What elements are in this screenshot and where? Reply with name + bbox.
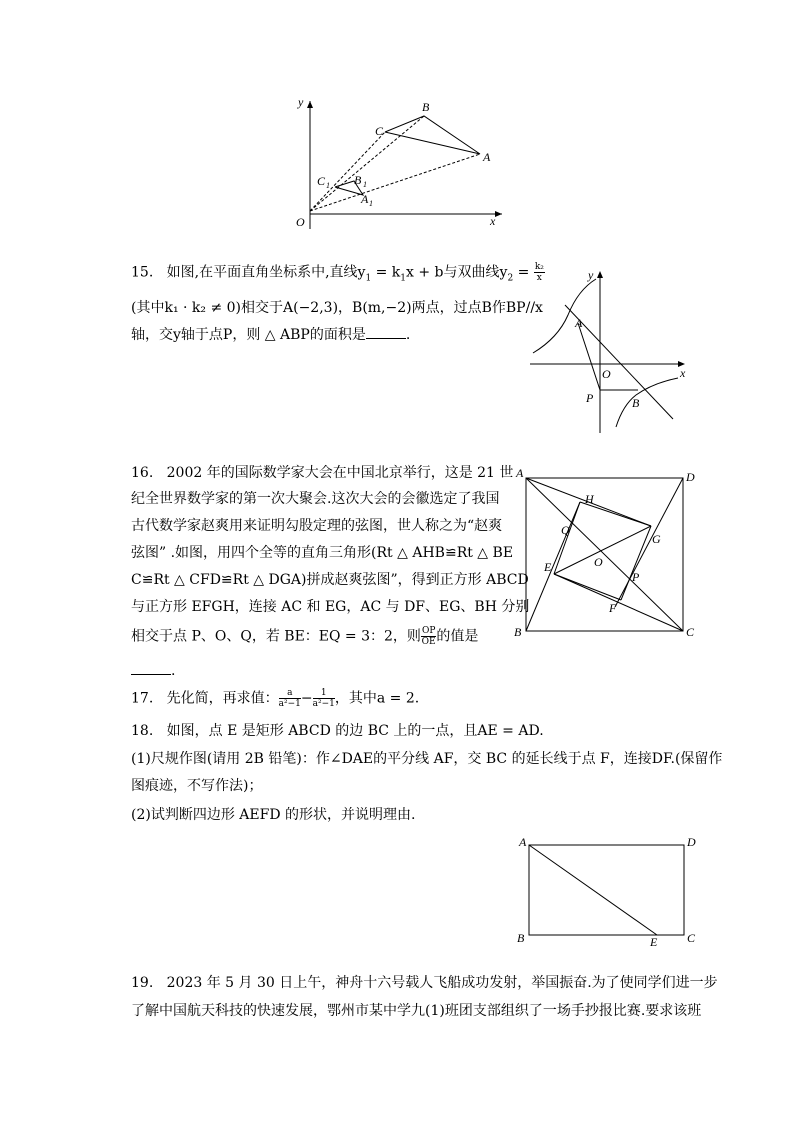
top-figure-C1-sub: 1 [326,181,330,190]
q18-number: 18. [131,723,154,739]
q15-sub2: 1 [400,273,407,284]
q18-line3: 图痕迹，不写作法)； [131,778,263,794]
q18-figure-B-label: B [517,931,525,945]
q15-line1-text: 如图,在平面直角坐标系中,直线y [166,264,366,281]
q15-figure-B-label: B [632,396,640,410]
q16-figure-B-label: B [514,625,522,639]
q16-figure-P-label: P [632,570,640,584]
top-figure [290,95,510,235]
q15-line3-end: . [405,327,411,343]
q18-figure-E-label: E [650,935,658,949]
q15-figure-A-label: A [575,316,583,330]
q16-line7 [131,626,478,647]
q16-frac-den: OE [421,637,436,647]
q16-line1-text: 2002 年的国际数学家大会在中国北京举行，这是 21 世 [166,465,514,481]
q18-figure [515,833,700,948]
q16-line7-end: 的值是 [436,628,479,645]
q15-line3-text: 轴，交y轴于点P，则 △ ABP的面积是 [131,327,366,343]
q17-fraction-2 [313,688,335,709]
q15-line3 [131,325,410,345]
q18-figure-D-label: D [687,835,696,849]
q16-figure-D-label: D [686,470,695,484]
q16-figure-C-label: C [686,625,695,639]
q16-line2: 纪全世界数学家的第一次大聚会.这次大会的会徽选定了我国 [131,491,500,507]
q16-figure-G-label: G [652,532,661,546]
q15-line1 [131,262,545,288]
q19-line1-text: 2023 年 5 月 30 日上午，神舟十六号载人飞船成功发射，举国振奋.为了使同学们进一步 [166,975,718,991]
q16-line7-text: 相交于点 P、O、Q，若 BE：EQ = 3：2，则 [131,628,421,645]
q16-line8-end: . [171,663,176,679]
q15-figure-x-label: x [680,366,686,380]
q16-figure-Q-label: Q [561,523,570,537]
top-figure-A-label: A [483,150,491,164]
q16-answer-blank[interactable] [131,662,171,675]
q15-frac-den: x [536,273,542,283]
q16-line6: 与正方形 EFGH，连接 AC 和 EG，AC 与 DF、EG、BH 分别 [131,599,530,615]
top-figure-B1-sub: 1 [363,180,367,189]
q16-line4: 弦图” .如图，用四个全等的直角三角形(Rt △ AHB≌Rt △ BE [131,545,514,561]
q18-figure-C-label: C [687,931,696,945]
q15-line1-eq: = [513,264,534,281]
q16-figure-F-label: F [609,601,617,615]
q17-text-pre: 先化简，再求值： [166,690,279,707]
top-figure-C-label: C [375,124,384,138]
q15-frac-num: k₂ [534,262,544,272]
q15-line1-mid2: x + b与双曲线y [406,264,508,281]
q18-figure-A-label: A [519,835,527,849]
q15-sub1: 1 [365,273,372,284]
q18-line4: (2)试判断四边形 AEFD 的形状，并说明理由. [131,807,416,823]
q17-text-post: ，其中a = 2. [334,690,420,707]
q18-line1-text: 如图，点 E 是矩形 ABCD 的边 BC 上的一点，且AE = AD. [166,723,544,739]
q16-fraction [421,626,436,647]
q16-line5: C≌Rt △ CFD≌Rt △ DGA)拼成赵爽弦图”，得到正方形 ABCD [131,572,529,588]
q16-line8 [131,661,175,681]
q19-number: 19. [131,975,154,991]
q17-f2-num: 1 [313,688,335,699]
q17-f2-den: a²−1 [312,699,335,709]
q18-line1 [131,721,544,741]
top-figure-O-label: O [296,215,305,229]
top-figure-C1-label: C [317,174,326,188]
q16-number: 16. [131,465,154,481]
q16-figure-A-label: A [516,466,524,480]
top-figure-B1-label: B [354,173,362,187]
q16-figure-O-label: O [594,555,603,569]
q16-figure-E-label: E [544,560,552,574]
top-figure-x-label: x [490,214,496,228]
q15-sub3: 2 [507,273,514,284]
top-figure-A1-sub: 1 [369,199,373,208]
q17-minus: − [300,690,313,707]
q19-line2: 了解中国航天科技的快速发展，鄂州市某中学九(1)班团支部组织了一场手抄报比赛.要求该班 [131,1003,702,1019]
q17-f1-num: a [279,688,301,699]
q16-frac-num: OP [421,626,436,636]
q17-line [131,688,419,709]
q15-line2: (其中k₁ · k₂ ≠ 0)相交于A(−2,3)，B(m,−2)两点，过点B作BP//x [131,300,543,316]
q15-answer-blank[interactable] [366,326,406,339]
q15-number: 15. [131,264,154,281]
q17-fraction-1 [279,688,301,709]
top-figure-y-label: y [298,95,304,109]
q17-number: 17. [131,690,154,707]
q18-line2: (1)尺规作图(请用 2B 铅笔)：作∠DAE的平分线 AF，交 BC 的延长线于点 F，连接DF.(保留作 [131,751,723,767]
q15-figure [528,265,698,435]
q16-figure-H-label: H [585,492,594,506]
q16-line1 [131,463,513,483]
top-figure-A1-label: A [361,192,369,206]
q16-line3: 古代数学家赵爽用来证明勾股定理的弦图，世人称之为“赵爽 [131,518,503,534]
q15-line1-mid: = k [371,264,401,281]
top-figure-B-label: B [422,100,430,114]
q15-figure-O-label: O [602,367,611,381]
q15-figure-P-label: P [586,391,594,405]
q17-f1-den: a²−1 [278,699,301,709]
q16-figure [512,465,697,645]
q19-line1 [131,973,718,993]
q15-figure-y-label: y [588,268,594,282]
